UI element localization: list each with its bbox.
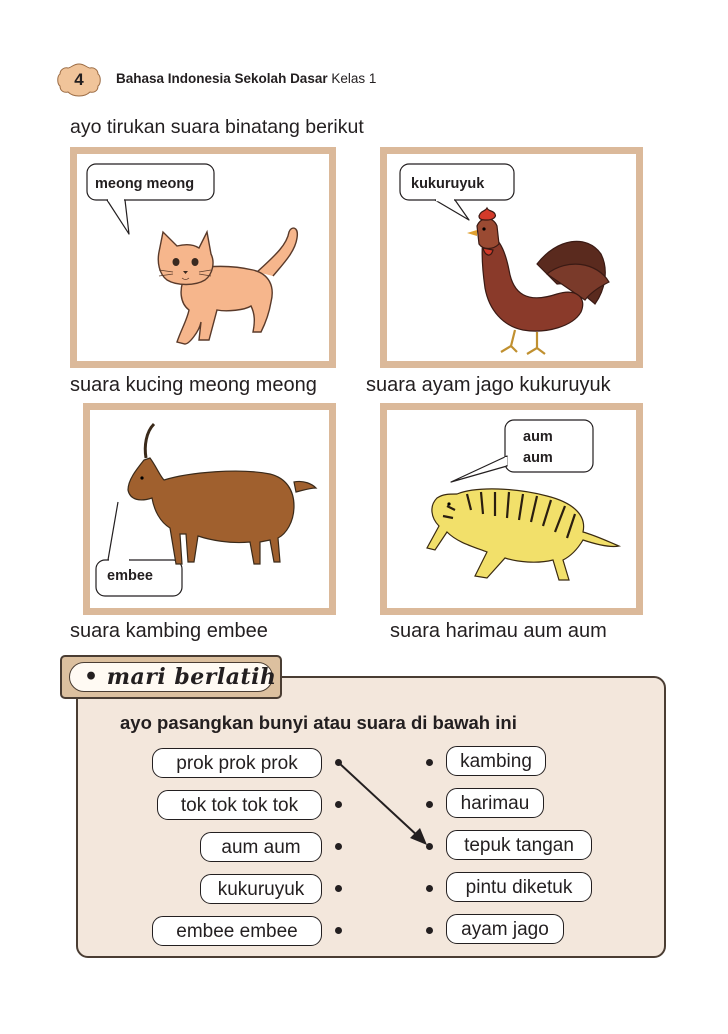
left-item[interactable]: prok prok prok	[152, 748, 322, 778]
page-number-badge	[56, 62, 102, 98]
card-rooster	[380, 147, 643, 368]
page-number: 4	[74, 70, 84, 89]
right-item[interactable]: tepuk tangan	[446, 830, 592, 860]
right-connector-dot[interactable]	[426, 843, 433, 850]
exercise-tab	[60, 655, 282, 699]
bubble-text: kukuruyuk	[411, 176, 485, 192]
book-title: Bahasa Indonesia Sekolah Dasar	[116, 71, 328, 86]
left-item[interactable]: aum aum	[200, 832, 322, 862]
bubble-text-line1: aum	[523, 429, 553, 445]
left-item[interactable]: kukuruyuk	[200, 874, 322, 904]
tiger-illustration	[387, 410, 636, 608]
left-connector-dot[interactable]	[335, 801, 342, 808]
bubble-text: meong meong	[95, 176, 195, 192]
right-connector-dot[interactable]	[426, 801, 433, 808]
left-connector-dot[interactable]	[335, 927, 342, 934]
right-connector-dot[interactable]	[426, 759, 433, 766]
card-cat	[70, 147, 336, 368]
left-item[interactable]: tok tok tok tok	[157, 790, 322, 820]
left-connector-dot[interactable]	[335, 843, 342, 850]
exercise-tab-inner	[69, 662, 277, 692]
caption-rooster: suara ayam jago kukuruyuk	[366, 374, 611, 396]
right-item[interactable]: ayam jago	[446, 914, 564, 944]
book-header	[116, 71, 376, 86]
right-item[interactable]: kambing	[446, 746, 546, 776]
right-connector-dot[interactable]	[426, 927, 433, 934]
left-connector-dot[interactable]	[335, 885, 342, 892]
caption-cat: suara kucing meong meong	[70, 374, 317, 396]
left-item[interactable]: embee embee	[152, 916, 322, 946]
card-goat	[83, 403, 336, 615]
exercise-instruction: ayo pasangkan bunyi atau suara di bawah ini	[120, 712, 517, 733]
right-item[interactable]: harimau	[446, 788, 544, 818]
caption-goat: suara kambing embee	[70, 620, 268, 642]
caption-tiger: suara harimau aum aum	[390, 620, 607, 642]
grade-label: Kelas 1	[331, 71, 377, 86]
left-connector-dot[interactable]	[335, 759, 342, 766]
right-item[interactable]: pintu diketuk	[446, 872, 592, 902]
bubble-text: embee	[107, 568, 153, 584]
card-tiger	[380, 403, 643, 615]
bubble-text-line2: aum	[523, 450, 553, 466]
section-instruction: ayo tirukan suara binatang berikut	[70, 116, 364, 138]
exercise-tab-label: • mari berlatih	[84, 664, 277, 690]
right-connector-dot[interactable]	[426, 885, 433, 892]
